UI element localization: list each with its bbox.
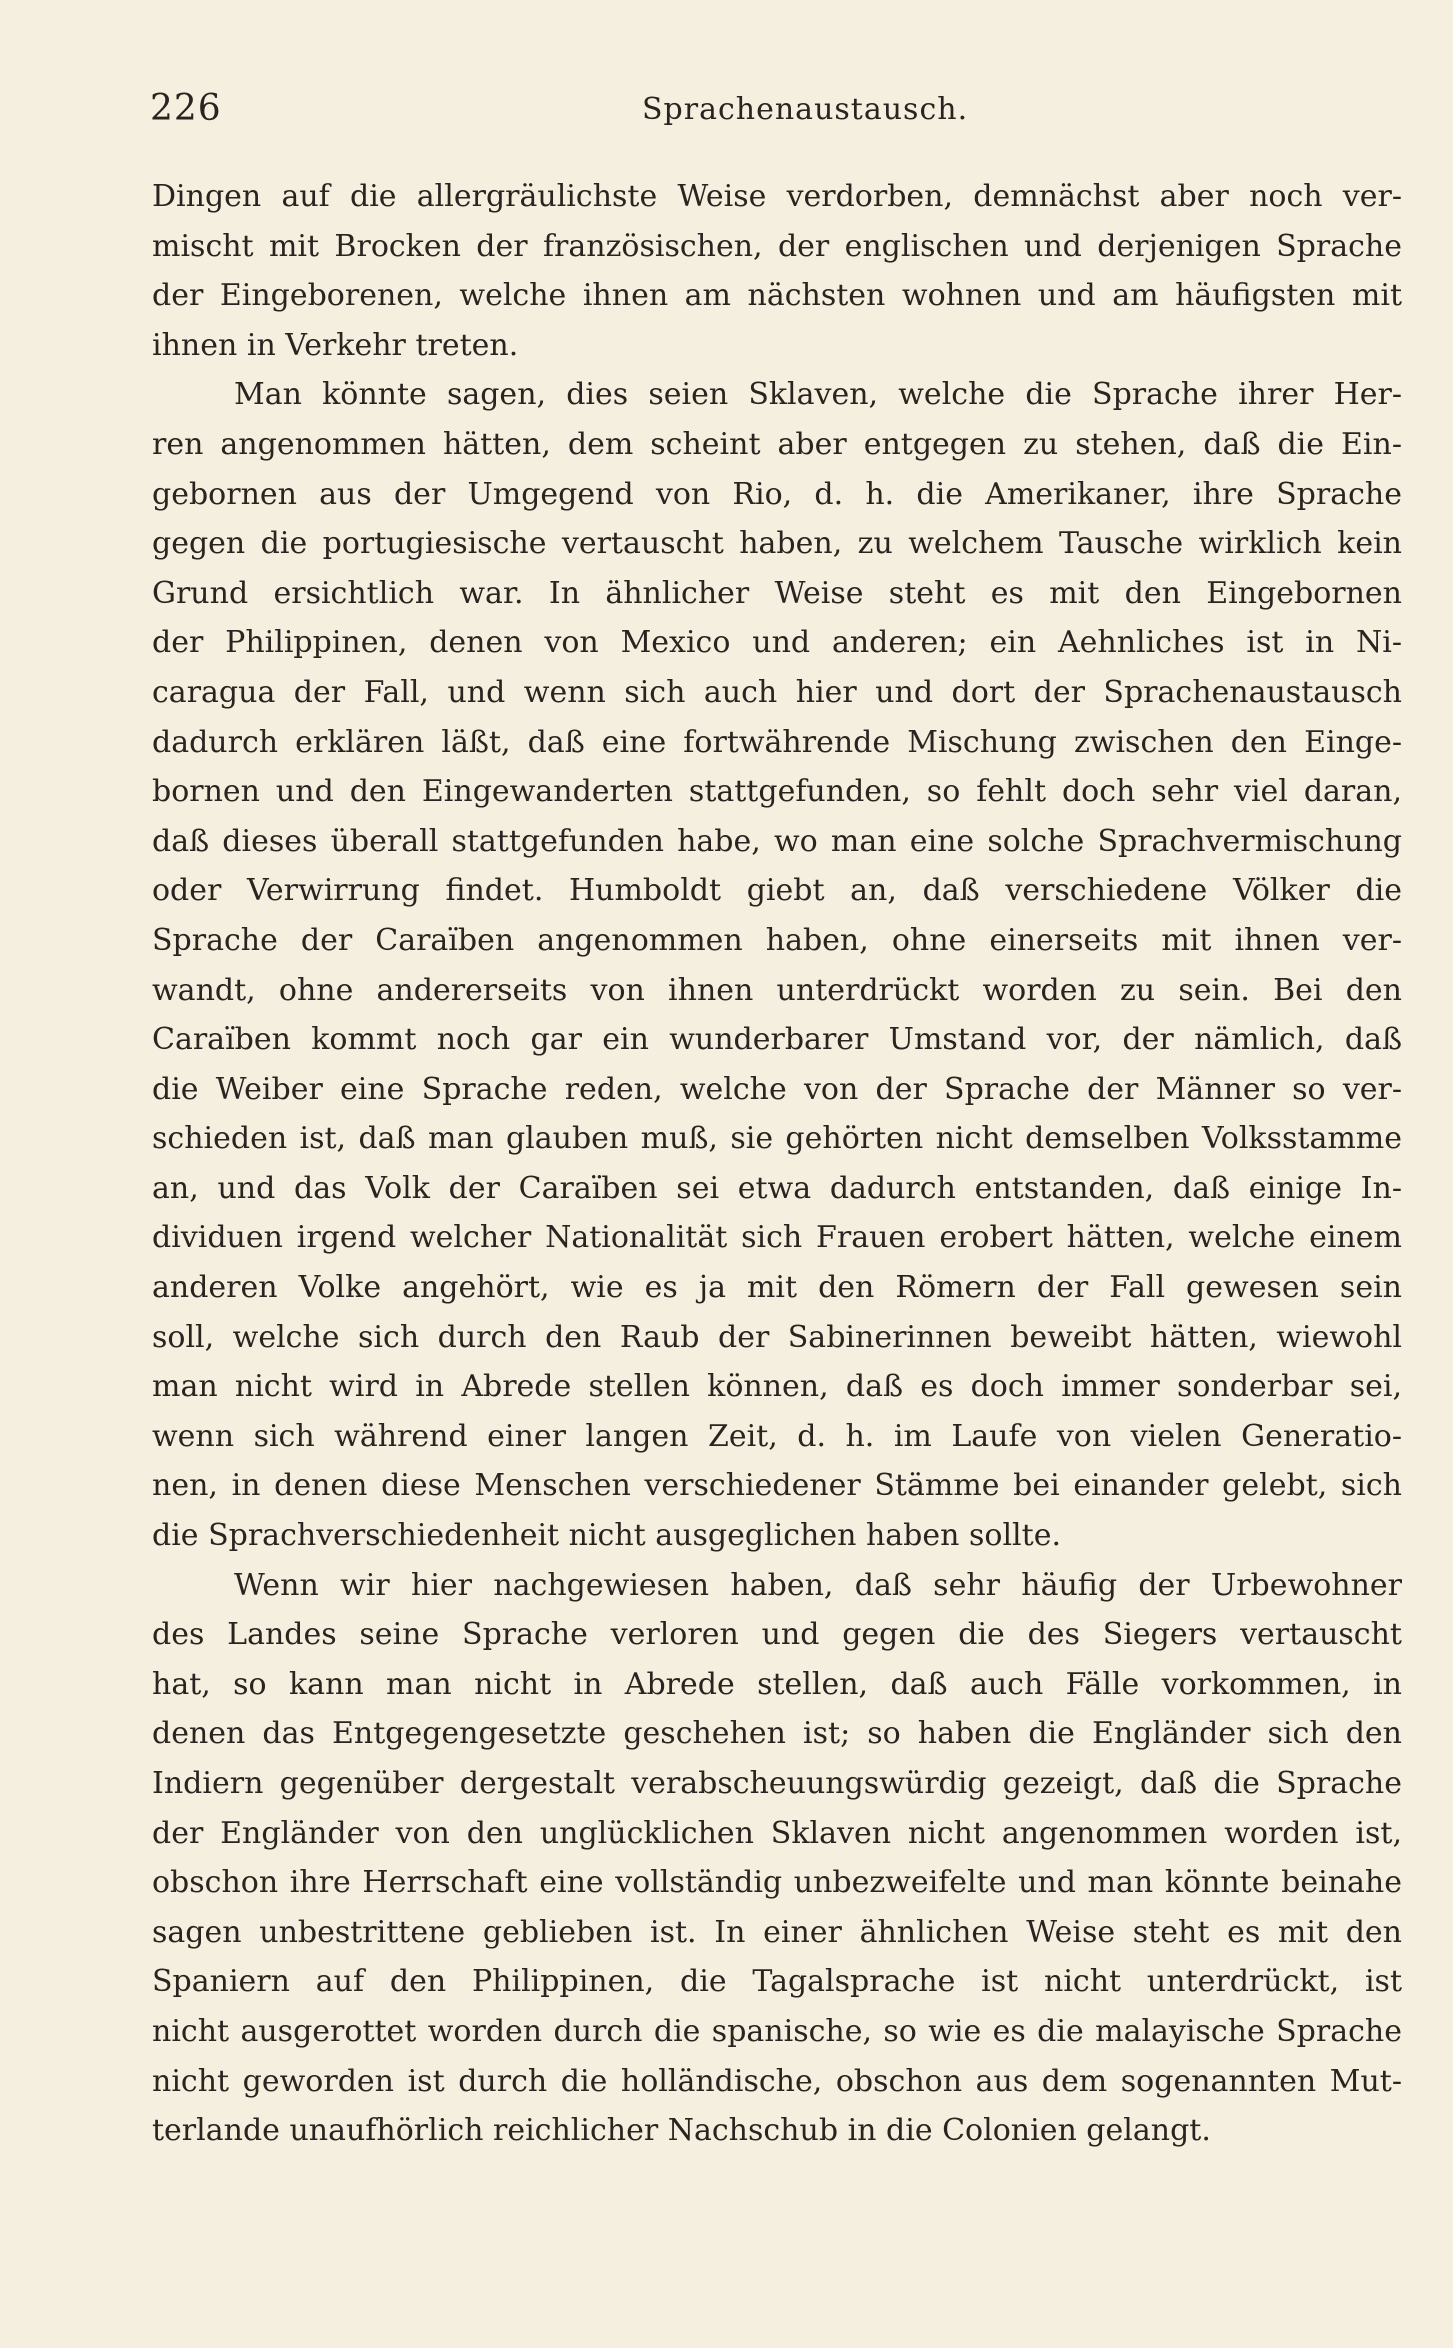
text-line: soll, welche sich durch den Raub der Sabinerinnen beweibt hätten, wiewohl — [152, 1319, 1402, 1355]
text-line: der Eingeborenen, welche ihnen am nächsten wohnen und am häufigsten mit — [152, 278, 1402, 314]
text-line: der Engländer von den unglücklichen Sklaven nicht angenommen worden ist, — [152, 1815, 1402, 1851]
text-line: Man könnte sagen, dies seien Sklaven, welche die Sprache ihrer Her- — [234, 377, 1402, 413]
text-line: man nicht wird in Abrede stellen können, daß es doch immer sonderbar sei, — [152, 1369, 1402, 1405]
text-line: die Weiber eine Sprache reden, welche von der Sprache der Männer so ver- — [152, 1071, 1402, 1107]
text-line: Wenn wir hier nachgewiesen haben, daß sehr häufig der Urbewohner — [234, 1567, 1402, 1603]
text-line: der Philippinen, denen von Mexico und anderen; ein Aehnliches ist in Ni- — [152, 625, 1402, 661]
text-line: die Sprachverschiedenheit nicht ausgeglichen haben sollte. — [152, 1518, 1061, 1554]
text-line: Caraïben kommt noch gar ein wunderbarer Umstand vor, der nämlich, daß — [152, 1022, 1402, 1058]
text-line: Spaniern auf den Philippinen, die Tagalsprache ist nicht unterdrückt, ist — [152, 1964, 1402, 2000]
text-line: an, und das Volk der Caraïben sei etwa dadurch entstanden, daß einige In- — [152, 1170, 1402, 1206]
text-line: caragua der Fall, und wenn sich auch hier und dort der Sprachenaustausch — [152, 674, 1402, 710]
text-line: sagen unbestrittene geblieben ist. In einer ähnlichen Weise steht es mit den — [152, 1914, 1402, 1950]
text-line: Grund ersichtlich war. In ähnlicher Weise steht es mit den Eingebornen — [152, 575, 1402, 611]
text-line: daß dieses überall stattgefunden habe, wo man eine solche Sprachvermischung — [152, 823, 1402, 859]
body-text — [152, 172, 1402, 2156]
text-line: Indiern gegenüber dergestalt verabscheuungswürdig gezeigt, daß die Sprache — [152, 1766, 1402, 1801]
text-line: oder Verwirrung findet. Humboldt giebt an, daß verschiedene Völker die — [152, 873, 1402, 909]
text-line: terlande unaufhörlich reichlicher Nachschub in die Colonien gelangt. — [152, 2113, 1211, 2149]
running-head: Sprachenaustausch. — [642, 92, 969, 127]
text-line: dividuen irgend welcher Nationalität sich Frauen erobert hätten, welche einem — [152, 1220, 1402, 1256]
text-line: ihnen in Verkehr treten. — [152, 327, 519, 363]
text-line: Dingen auf die allergräulichste Weise verdorben, demnächst aber noch ver- — [152, 179, 1402, 214]
text-line: ren angenommen hätten, dem scheint aber entgegen zu stehen, daß die Ein- — [152, 426, 1402, 462]
text-line: bornen und den Eingewanderten stattgefunden, so fehlt doch sehr viel daran, — [152, 774, 1402, 810]
text-line: gegen die portugiesische vertauscht haben, zu welchem Tausche wirklich kein — [152, 526, 1402, 562]
text-line: mischt mit Brocken der französischen, der englischen und derjenigen Sprache — [152, 228, 1402, 264]
text-line: hat, so kann man nicht in Abrede stellen, daß auch Fälle vorkommen, in — [152, 1666, 1402, 1702]
text-line: anderen Volke angehört, wie es ja mit den Römern der Fall gewesen sein — [152, 1270, 1402, 1306]
text-line: denen das Entgegengesetzte geschehen ist; so haben die Engländer sich den — [152, 1716, 1402, 1752]
text-line: des Landes seine Sprache verloren und gegen die des Siegers vertauscht — [152, 1617, 1402, 1653]
text-line: nicht geworden ist durch die holländische, obschon aus dem sogenannten Mut- — [152, 2063, 1402, 2099]
page-number: 226 — [150, 88, 222, 129]
text-line: nen, in denen diese Menschen verschiedener Stämme bei einander gelebt, sich — [152, 1468, 1402, 1504]
text-line: dadurch erklären läßt, daß eine fortwährende Mischung zwischen den Einge- — [152, 724, 1402, 760]
text-line: Sprache der Caraïben angenommen haben, ohne einerseits mit ihnen ver- — [152, 922, 1402, 958]
text-line: wandt, ohne andererseits von ihnen unterdrückt worden zu sein. Bei den — [152, 972, 1402, 1008]
text-line: obschon ihre Herrschaft eine vollständig unbezweifelte und man könnte beinahe — [152, 1865, 1402, 1901]
text-line: wenn sich während einer langen Zeit, d. h. im Laufe von vielen Generatio- — [152, 1418, 1402, 1454]
page-header — [150, 88, 1403, 138]
text-line: schieden ist, daß man glauben muß, sie gehörten nicht demselben Volksstamme — [152, 1121, 1402, 1157]
text-line: gebornen aus der Umgegend von Rio, d. h. die Amerikaner, ihre Sprache — [152, 476, 1402, 512]
text-line: nicht ausgerottet worden durch die spanische, so wie es die malayische Sprache — [152, 2013, 1402, 2049]
